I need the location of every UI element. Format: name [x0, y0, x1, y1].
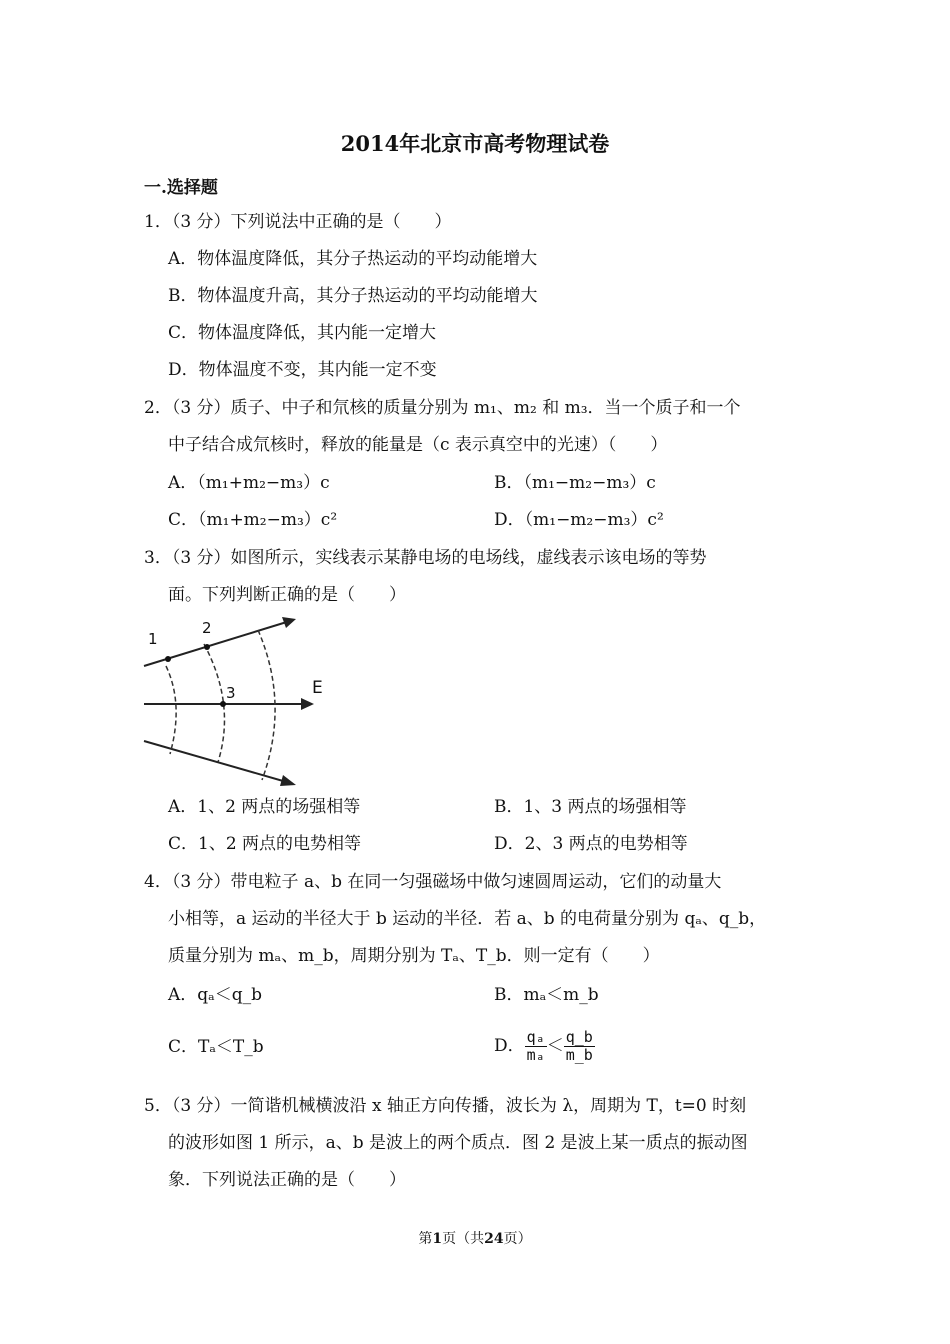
q3-option-d: D．2、3 两点的电势相等	[494, 834, 688, 854]
field-line-lower	[144, 741, 290, 783]
q5-stem-line1: 5．（3 分）一简谐机械横波沿 x 轴正方向传播，波长为 λ，周期为 T，t=0 时刻	[144, 1096, 747, 1116]
q5-stem-line2: 的波形如图 1 所示，a、b 是波上的两个质点．图 2 是波上某一质点的振动图	[168, 1133, 748, 1153]
section-heading: 一.选择题	[144, 178, 218, 198]
q4-stem-line2: 小相等，a 运动的半径大于 b 运动的半径．若 a、b 的电荷量分别为 qₐ、q_b，	[168, 909, 767, 929]
q4-option-a: A．qₐ＜q_b	[168, 985, 262, 1005]
q5-stem-line3: 象．下列说法正确的是（ ）	[168, 1170, 406, 1190]
electric-field-figure	[140, 614, 330, 789]
q1-option-c: C．物体温度降低，其内能一定增大	[168, 323, 437, 343]
q3-option-c: C．1、2 两点的电势相等	[168, 834, 362, 854]
q4-option-d-label: D．	[494, 1036, 525, 1056]
q1-option-b: B．物体温度升高，其分子热运动的平均动能增大	[168, 286, 538, 306]
q2-option-c: C．（m₁+m₂−m₃）c²	[168, 510, 338, 530]
point-1-label: 1	[148, 630, 158, 648]
footer-total-pages: 24	[484, 1231, 504, 1247]
q1-stem: 1．（3 分）下列说法中正确的是（ ）	[144, 212, 452, 232]
q4-stem-line3: 质量分别为 mₐ、m_b，周期分别为 Tₐ、T_b．则一定有（ ）	[168, 946, 660, 966]
q4-stem-line1: 4．（3 分）带电粒子 a、b 在同一匀强磁场中做匀速圆周运动，它们的动量大	[144, 872, 722, 892]
q4-option-b: B．mₐ＜m_b	[494, 985, 599, 1005]
point-1	[165, 656, 171, 662]
fraction-denominator: mₐ	[526, 1046, 545, 1064]
fraction-numerator: q_b	[565, 1028, 593, 1046]
q3-stem-line1: 3．（3 分）如图所示，实线表示某静电场的电场线，虚线表示该电场的等势	[144, 548, 707, 568]
q1-option-d: D．物体温度不变，其内能一定不变	[168, 360, 437, 380]
point-3-label: 3	[226, 684, 236, 702]
footer-suffix: 页）	[503, 1231, 532, 1247]
q4-option-d	[494, 1024, 595, 1068]
field-e-label: E	[312, 678, 323, 698]
arrow-head-lower	[280, 775, 296, 786]
q3-option-a: A．1、2 两点的场强相等	[168, 797, 361, 817]
fraction-denominator: m_b	[565, 1046, 593, 1064]
arrow-head-middle	[301, 698, 314, 710]
footer-page-number: 1	[432, 1231, 443, 1247]
q2-option-a: A．（m₁+m₂−m₃）c	[168, 473, 330, 493]
q3-option-b: B．1、3 两点的场强相等	[494, 797, 687, 817]
arrow-head-upper	[282, 617, 296, 628]
q2-stem-line2: 中子结合成氘核时，释放的能量是（c 表示真空中的光速）（ ）	[168, 435, 668, 455]
footer-mid: 页（共	[442, 1231, 485, 1247]
q2-option-b: B．（m₁−m₂−m₃）c	[494, 473, 656, 493]
footer-prefix: 第	[418, 1231, 433, 1247]
fraction-qb-mb	[564, 1029, 595, 1064]
q2-stem-line1: 2．（3 分）质子、中子和氘核的质量分别为 m₁、m₂ 和 m₃．当一个质子和一个	[144, 398, 741, 418]
point-2	[204, 644, 210, 650]
q4-option-c: C．Tₐ＜T_b	[168, 1037, 264, 1057]
point-2-label: 2	[202, 619, 212, 637]
q1-option-a: A．物体温度降低，其分子热运动的平均动能增大	[168, 249, 538, 269]
equipotential-1	[166, 666, 176, 754]
q2-option-d: D．（m₁−m₂−m₃）c²	[494, 510, 664, 530]
fraction-qa-ma	[525, 1029, 547, 1064]
q3-stem-line2: 面。下列判断正确的是（ ）	[168, 585, 406, 605]
page-footer	[0, 1228, 950, 1248]
fraction-numerator: qₐ	[526, 1028, 545, 1046]
less-than-sign: ＜	[546, 1036, 564, 1056]
page-title: 2014年北京市高考物理试卷	[340, 131, 610, 156]
